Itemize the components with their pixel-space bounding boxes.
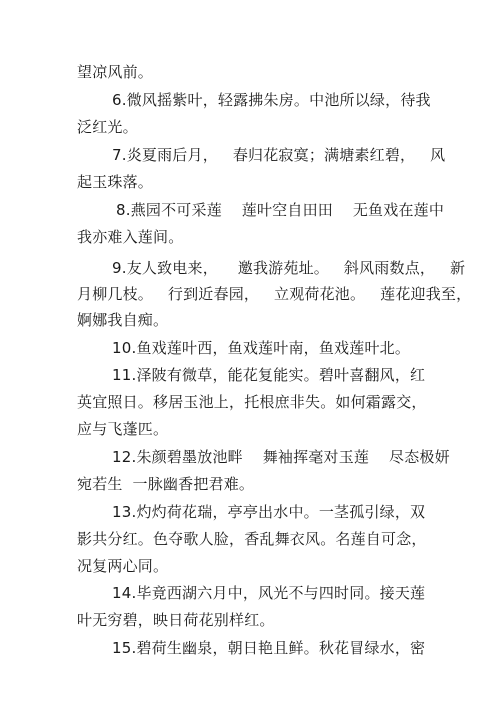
text-line: 应与飞蓬匹。 bbox=[77, 420, 169, 438]
text-line: 13.灼灼荷花瑞，亭亭出水中。一茎孤引绿，双 bbox=[112, 503, 426, 521]
text-line: 泛红光。 bbox=[77, 118, 138, 136]
text-line: 7.炎夏雨后月， 春归花寂寞；满塘素红碧， 风 bbox=[112, 146, 446, 164]
text-line: 起玉珠落。 bbox=[77, 173, 154, 191]
text-line: 8.燕园不可采莲 莲叶空自田田 无鱼戏在莲中 bbox=[116, 201, 445, 219]
text-line: 11.泽陂有微草，能花复能实。碧叶喜翻风，红 bbox=[112, 366, 426, 384]
text-line: 14.毕竟西湖六月中，风光不与四时同。接天莲 bbox=[112, 584, 426, 602]
text-line: 英宜照日。移居玉池上，托根庶非失。如何霜露交， bbox=[77, 393, 427, 411]
text-line: 15.碧荷生幽泉，朝日艳且鲜。秋花冒绿水，密 bbox=[112, 639, 426, 657]
text-line: 况复两心同。 bbox=[77, 557, 169, 575]
text-line: 望凉风前。 bbox=[77, 63, 154, 81]
text-line: 宛若生 一脉幽香把君难。 bbox=[77, 475, 255, 493]
text-line: 6.微风摇紫叶，轻露拂朱房。中池所以绿，待我 bbox=[112, 91, 431, 109]
text-line: 9.友人致电来， 邀我游苑址。 斜风雨数点， 新 bbox=[112, 259, 466, 277]
text-line: 影共分红。色夺歌人脸，香乱舞衣风。名莲自可念， bbox=[77, 530, 427, 548]
text-line: 10.鱼戏莲叶西，鱼戏莲叶南，鱼戏莲叶北。 bbox=[112, 339, 411, 357]
text-line: 叶无穷碧，映日荷花别样红。 bbox=[77, 611, 275, 629]
text-line: 12.朱颜碧墨放池畔 舞袖挥毫对玉莲 尽态极妍 bbox=[112, 448, 450, 466]
text-line: 我亦难入莲间。 bbox=[77, 228, 184, 246]
text-line: 月柳几枝。 行到近春园， 立观荷花池。 莲花迎我至， bbox=[77, 285, 472, 303]
text-line: 婀娜我自痴。 bbox=[77, 311, 169, 329]
